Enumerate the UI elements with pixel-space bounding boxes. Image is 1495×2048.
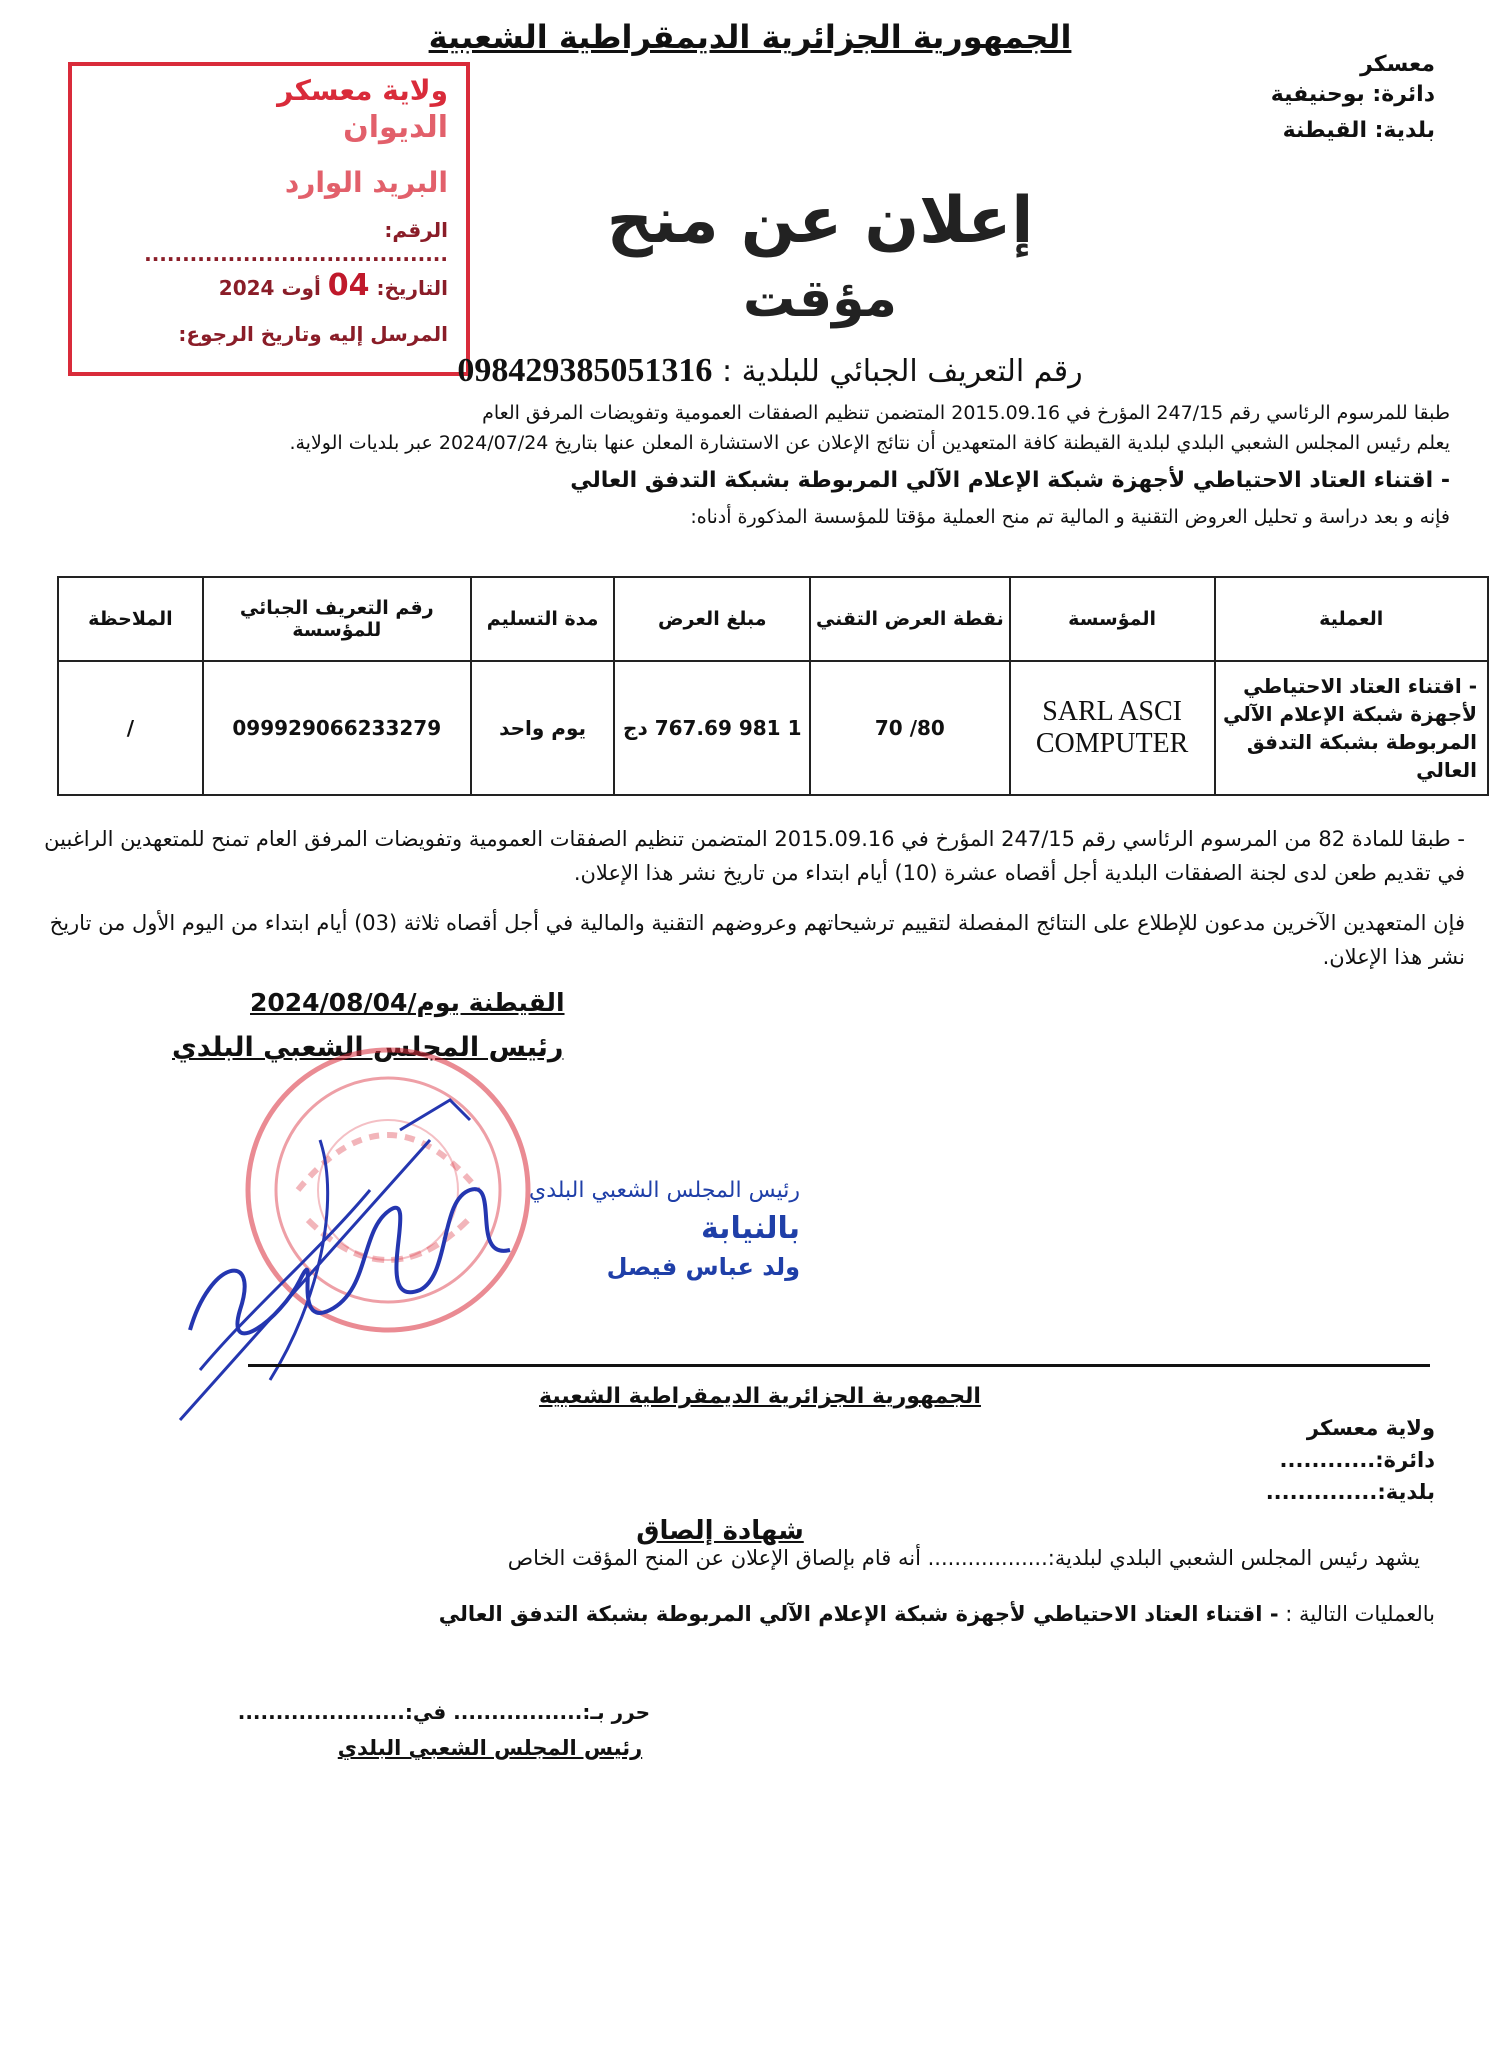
certificate-operation: - اقتناء العتاد الاحتياطي لأجهزة شبكة الإعلام الآلي المربوطة بشبكة التدفق العالي <box>438 1602 1279 1626</box>
section-divider <box>248 1364 1430 1367</box>
stamp-date-label: التاريخ: <box>376 276 448 300</box>
signing-date: القيطنة يوم/2024/08/04 <box>250 988 565 1017</box>
certificate-daira: دائرة:............ <box>1279 1448 1435 1472</box>
header-company-tax-id: رقم التعريف الجبائي للمؤسسة <box>203 577 471 661</box>
stamp-sender-row <box>88 322 448 346</box>
cell-tech-score: 80/ 70 <box>810 661 1010 795</box>
commune-label: بلدية: القيطنة <box>1282 118 1435 143</box>
republic-title: الجمهورية الجزائرية الديمقراطية الشعبية <box>428 18 1072 56</box>
certificate-body-line2 <box>75 1602 1435 1626</box>
certificate-body-line1: يشهد رئيس المجلس الشعبي البلدي لبلدية:.................. أنه قام بإلصاق الإعلان عن المنح المؤقت الخاص <box>507 1546 1420 1570</box>
certificate-republic: الجمهورية الجزائرية الديمقراطية الشعبية <box>539 1384 981 1409</box>
certificate-signature-title: رئيس المجلس الشعبي البلدي <box>337 1736 643 1760</box>
cell-amount: 1 981 767.69 دج <box>614 661 810 795</box>
company-name-line1: SARL ASCI <box>1042 696 1182 727</box>
stamp-office: الديوان <box>343 110 448 145</box>
intro-line-2: يعلم رئيس المجلس الشعبي البلدي لبلدية القيطنة كافة المتعهدين أن نتائج الإعلان عن الاستشارة المعلن عنها بتاريخ 2024/07/24 عبر بلديات الولاية. <box>289 432 1450 454</box>
tax-id-label: رقم التعريف الجبائي للبلدية : <box>721 354 1083 389</box>
certificate-title: شهادة إلصاق <box>636 1516 804 1546</box>
wilaya-label: معسكر <box>1360 52 1435 77</box>
stamp-date-row <box>88 268 448 303</box>
intro-line-1: طبقا للمرسوم الرئاسي رقم 247/15 المؤرخ في 2015.09.16 المتضمن تنظيم الصفقات العمومية وتفويضات المرفق العام <box>482 402 1450 424</box>
intro-line-3: فإنه و بعد دراسة و تحليل العروض التقنية و المالية تم منح العملية مؤقتا للمؤسسة المذكورة أدناه: <box>690 506 1450 528</box>
stamp-number-label: الرقم: <box>384 218 448 242</box>
article-82-paragraph: - طبقا للمادة 82 من المرسوم الرئاسي رقم 247/15 المؤرخ في 2015.09.16 المتضمن تنظيم الصفقات العمومية وتفويضات المرفق العام تمنح للمتعهدين الراغبين في تقديم طعن لدى لجنة الصفقات البلدية أجل أقصاه عشرة (10) أيام ابتداء من تاريخ نشر هذا الإعلان. <box>44 827 1465 885</box>
cell-operation: - اقتناء العتاد الاحتياطي لأجهزة شبكة الإعلام الآلي المربوطة بشبكة التدفق العالي <box>1215 661 1488 795</box>
certificate-done-at: حرر بـ:................. في:...................... <box>237 1700 650 1724</box>
table-row <box>58 661 1488 795</box>
header-delivery: مدة التسليم <box>471 577 615 661</box>
deputy-stamp <box>480 1172 800 1286</box>
municipality-tax-id <box>420 352 1120 390</box>
cell-company <box>1010 661 1215 795</box>
daira-label: دائرة: بوحنيفية <box>1270 82 1435 107</box>
cell-delivery: يوم واحد <box>471 661 615 795</box>
certificate-wilaya: ولاية معسكر <box>1306 1416 1435 1440</box>
operation-heading: - اقتناء العتاد الاحتياطي لأجهزة شبكة الإعلام الآلي المربوطة بشبكة التدفق العالي <box>570 468 1450 493</box>
stamp-day: 04 <box>327 268 370 303</box>
cell-company-tax-id: 099929066233279 <box>203 661 471 795</box>
stamp-wilaya: ولاية معسكر <box>277 74 448 107</box>
stamp-month: أوت <box>281 276 321 300</box>
other-bidders-paragraph: فإن المتعهدين الآخرين مدعون للإطلاع على النتائج المفصلة لتقييم ترشيحاتهم وعروضهم التقنية والمالية في أجل أقصاه ثلاثة (03) أيام ابتداء من اليوم الأول من تاريخ نشر هذا الإعلان. <box>49 911 1465 969</box>
award-table <box>57 576 1489 796</box>
notice-title <box>470 182 1170 338</box>
stamp-number-dots: ........................................ <box>144 242 448 266</box>
header-operation: العملية <box>1215 577 1488 661</box>
stamp-year: 2024 <box>218 276 275 300</box>
notice-title-line2: مؤقت <box>743 269 897 329</box>
company-name-line2: COMPUTER <box>1035 728 1189 759</box>
stamp-number-row <box>88 218 448 266</box>
tax-id-value: 098429385051316 <box>457 352 713 389</box>
notice-title-line1: إعلان عن منح <box>606 184 1034 258</box>
certificate-commune: بلدية:.............. <box>1265 1480 1435 1504</box>
certificate-operations-label: بالعمليات التالية : <box>1285 1602 1435 1626</box>
header-amount: مبلغ العرض <box>614 577 810 661</box>
cell-note: / <box>58 661 203 795</box>
deputy-title: رئيس المجلس الشعبي البلدي <box>528 1178 800 1203</box>
stamp-mail: البريد الوارد <box>284 166 448 199</box>
header-tech-score: نقطة العرض التقني <box>810 577 1010 661</box>
header-note: الملاحظة <box>58 577 203 661</box>
signing-title: رئيس المجلس الشعبي البلدي <box>172 1032 564 1063</box>
table-header-row <box>58 577 1488 661</box>
deputy-acting: بالنيابة <box>700 1211 800 1246</box>
deputy-name: ولد عباس فيصل <box>606 1253 800 1281</box>
stamp-sender-label: المرسل إليه وتاريخ الرجوع: <box>178 322 448 346</box>
header-company: المؤسسة <box>1010 577 1215 661</box>
registration-stamp <box>68 62 470 376</box>
